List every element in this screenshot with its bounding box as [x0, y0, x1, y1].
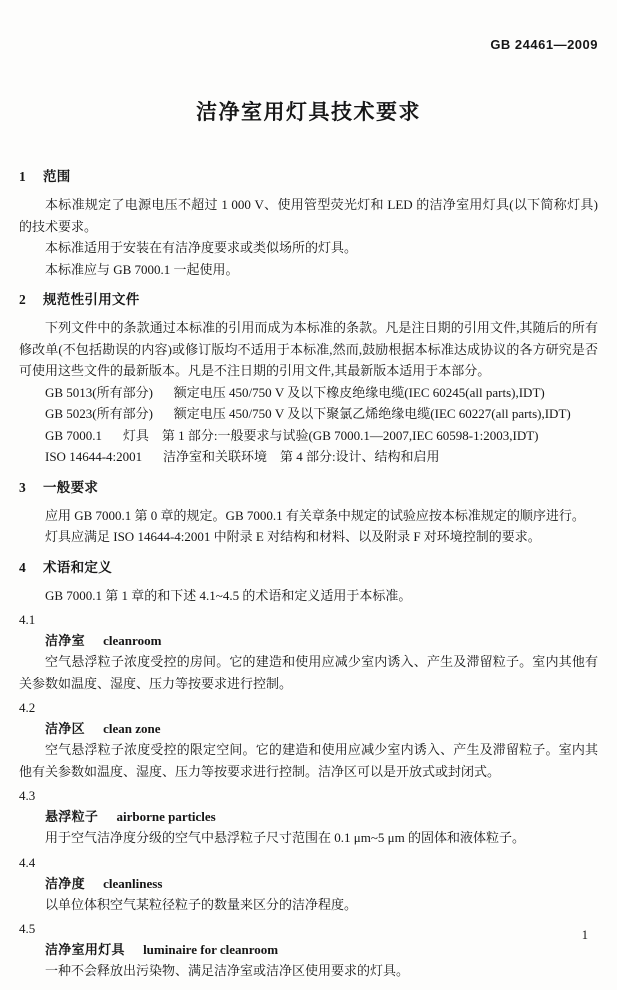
section-heading-4 [19, 559, 598, 576]
definition-4-4 [19, 852, 598, 916]
section-heading-1 [19, 168, 598, 185]
section-number: 1 [19, 169, 27, 184]
paragraph: 本标准规定了电源电压不超过 1 000 V、使用管型荧光灯和 LED 的洁净室用灯具(以下简称灯具)的技术要求。 [19, 197, 598, 234]
definition-number: 4.1 [19, 612, 36, 627]
term-english: luminaire for cleanroom [143, 942, 279, 957]
term-english: airborne particles [116, 809, 216, 824]
term-chinese: 洁净区 [45, 721, 85, 736]
term-heading [19, 718, 598, 739]
reference-item [19, 425, 598, 447]
definition-body: 用于空气洁净度分级的空气中悬浮粒子尺寸范围在 0.1 μm~5 μm 的固体和液体粒子。 [45, 830, 525, 845]
section-heading-2 [19, 291, 598, 308]
reference-title: 额定电压 450/750 V 及以下橡皮绝缘电缆(IEC 60245(all parts),IDT) [173, 384, 545, 400]
term-english: cleanliness [103, 875, 163, 891]
reference-title: 额定电压 450/750 V 及以下聚氯乙烯绝缘电缆(IEC 60227(all parts),IDT) [173, 406, 571, 421]
definition-4-3 [19, 785, 598, 849]
reference-code: GB 7000.1 [45, 427, 103, 443]
standard-code: GB 24461—2009 [490, 37, 598, 52]
reference-code: ISO 14644-4:2001 [45, 449, 143, 464]
term-chinese: 洁净度 [45, 875, 85, 891]
definition-body: 空气悬浮粒子浓度受控的限定空间。它的建造和使用应减少室内诱入、产生及滞留粒子。室内其他有关参数如温度、湿度、压力等按要求进行控制。洁净区可以是开放式或封闭式。 [19, 742, 598, 779]
section-title: 术语和定义 [43, 559, 112, 575]
term-heading [19, 630, 598, 651]
section-number: 4 [19, 559, 27, 575]
term-heading [19, 806, 598, 827]
paragraph: 灯具应满足 ISO 14644-4:2001 中附录 E 对结构和材料、以及附录 F 对环境控制的要求。 [45, 529, 541, 544]
term-chinese: 洁净室 [45, 633, 85, 648]
definition-4-5 [19, 918, 598, 982]
definition-body: 一种不会释放出污染物、满足洁净室或洁净区使用要求的灯具。 [45, 963, 410, 978]
paragraph: 下列文件中的条款通过本标准的引用而成为本标准的条款。凡是注日期的引用文件,其随后的所有修改单(不包括勘误的内容)或修订版均不适用于本标准,然而,鼓励根据本标准达成协议的各方研究是否可使用这些文件的最新版本。凡是不注日期的引用文件,其最新版本适用于本部分。 [19, 320, 598, 378]
definition-4-1 [19, 609, 598, 694]
section-title: 一般要求 [43, 479, 99, 495]
reference-title: 灯具 第 1 部分:一般要求与试验(GB 7000.1—2007,IEC 60598-1:2003,IDT) [122, 427, 539, 443]
section-number: 3 [19, 479, 27, 495]
definition-body: 空气悬浮粒子浓度受控的房间。它的建造和使用应减少室内诱入、产生及滞留粒子。室内其他有关参数如温度、湿度、压力等按要求进行控制。 [19, 654, 598, 691]
paragraph: GB 7000.1 第 1 章的和下述 4.1~4.5 的术语和定义适用于本标准。 [45, 587, 412, 603]
term-heading [19, 873, 598, 894]
definition-number: 4.2 [19, 700, 36, 715]
definition-number: 4.3 [19, 788, 36, 803]
reference-item [19, 446, 598, 468]
term-chinese: 洁净室用灯具 [45, 942, 125, 957]
definition-number: 4.4 [19, 854, 36, 870]
section-title: 范围 [43, 169, 71, 184]
section-number: 2 [19, 292, 27, 307]
reference-title: 洁净室和关联环境 第 4 部分:设计、结构和启用 [162, 449, 440, 464]
page-number: 1 [581, 928, 588, 942]
term-english: clean zone [103, 721, 161, 736]
paragraph: 本标准应与 GB 7000.1 一起使用。 [45, 261, 239, 277]
reference-code: GB 5023(所有部分) [45, 406, 153, 421]
reference-item [19, 382, 598, 404]
section-title: 规范性引用文件 [43, 292, 140, 307]
reference-code: GB 5013(所有部分) [45, 384, 153, 400]
definition-body: 以单位体积空气某粒径粒子的数量来区分的洁净程度。 [45, 896, 358, 912]
definition-number: 4.5 [19, 921, 36, 936]
reference-item [19, 403, 598, 425]
term-heading [19, 939, 598, 960]
paragraph: 应用 GB 7000.1 第 0 章的规定。GB 7000.1 有关章条中规定的试验应按本标准规定的顺序进行。 [45, 507, 585, 523]
definition-4-2 [19, 697, 598, 782]
term-english: cleanroom [103, 633, 162, 648]
section-heading-3 [19, 479, 598, 496]
term-chinese: 悬浮粒子 [45, 809, 99, 824]
document-title: 洁净室用灯具技术要求 [196, 101, 421, 124]
paragraph: 本标准适用于安装在有洁净度要求或类似场所的灯具。 [45, 240, 358, 255]
